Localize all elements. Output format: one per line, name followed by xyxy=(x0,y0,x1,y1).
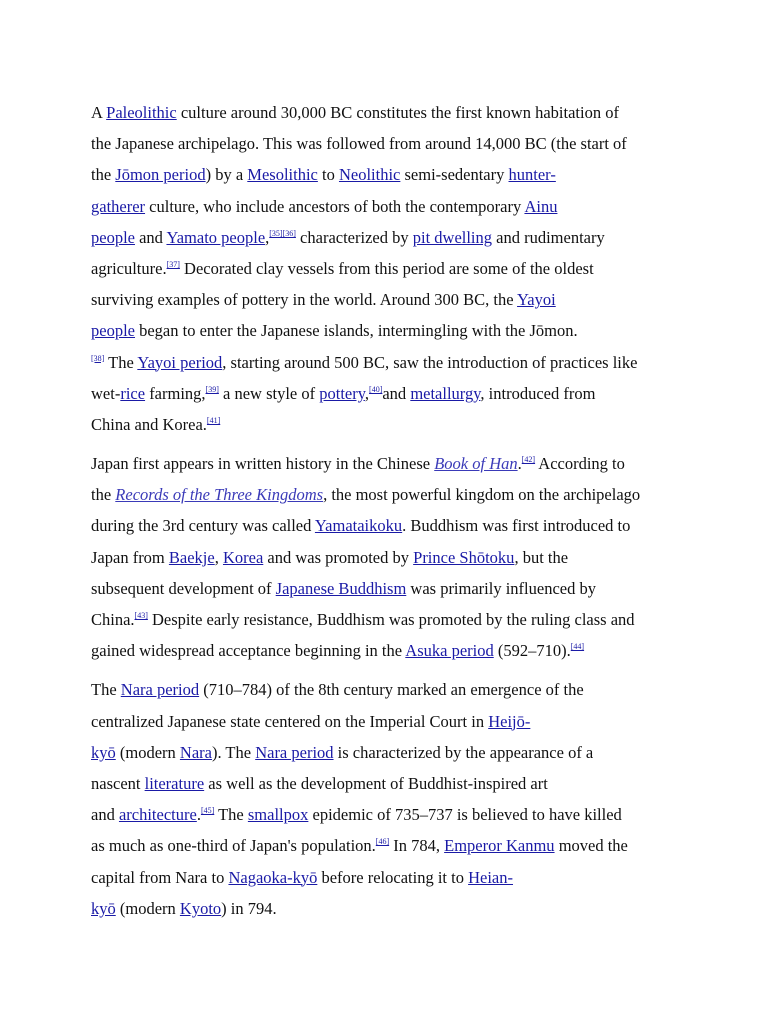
wiki-link[interactable]: Heijō- xyxy=(488,711,531,731)
text-line xyxy=(91,191,691,222)
text-line xyxy=(91,737,691,768)
body-text: agriculture. xyxy=(91,258,167,278)
text-line xyxy=(91,479,691,510)
wiki-link[interactable]: Heian- xyxy=(468,867,513,887)
text-line xyxy=(91,799,691,830)
wiki-link[interactable]: Korea xyxy=(222,547,264,567)
body-text: began to enter the Japanese islands, intermingling with the Jōmon. xyxy=(134,321,578,341)
article-body xyxy=(91,97,691,924)
wiki-link[interactable]: people xyxy=(91,227,135,247)
text-line xyxy=(91,409,691,440)
paragraph xyxy=(91,674,691,924)
citation-link[interactable]: [37] xyxy=(166,259,180,269)
body-text: is characterized by the appearance of a xyxy=(333,742,594,762)
body-text: , starting around 500 BC, saw the introduction of practices like xyxy=(222,352,638,372)
wiki-link[interactable]: people xyxy=(91,321,135,341)
body-text: (modern xyxy=(115,898,180,918)
text-line xyxy=(91,222,691,253)
body-text: moved the xyxy=(554,836,628,856)
paragraph xyxy=(91,97,691,440)
body-text: characterized by xyxy=(295,227,413,247)
citation-link[interactable]: [43] xyxy=(134,611,148,620)
wiki-link[interactable]: Book of Han xyxy=(434,454,518,474)
body-text: centralized Japanese state centered on the Imperial Court in xyxy=(91,711,489,731)
citation-link[interactable]: [41] xyxy=(206,415,221,425)
body-text: (710–784) of the 8th century marked an emergence of the xyxy=(199,680,584,700)
wiki-link[interactable]: smallpox xyxy=(247,805,309,825)
paragraph-gap xyxy=(91,666,691,674)
text-line xyxy=(91,862,691,893)
body-text: (592–710). xyxy=(493,641,571,661)
citation xyxy=(376,837,389,846)
citation-link[interactable]: [46] xyxy=(375,837,390,847)
body-text: wet- xyxy=(91,383,121,403)
body-text: , xyxy=(265,227,270,247)
citation xyxy=(201,806,214,815)
wiki-link[interactable]: Nagaoka-kyō xyxy=(228,867,318,887)
body-text: Japan first appears in written history in the Chinese xyxy=(91,454,435,474)
wiki-link[interactable]: Asuka period xyxy=(405,641,494,661)
body-text: The xyxy=(214,805,248,825)
citation-link[interactable]: [35][36] xyxy=(269,228,296,238)
body-text: before relocating it to xyxy=(317,867,469,887)
wiki-link[interactable]: Emperor Kanmu xyxy=(444,836,555,856)
body-text: , introduced from xyxy=(480,383,596,403)
text-line xyxy=(91,674,691,705)
citation xyxy=(269,229,296,238)
body-text: culture around 30,000 BC constitutes the first known habitation of xyxy=(176,103,619,122)
body-text: , but the xyxy=(514,547,569,567)
wiki-link[interactable]: literature xyxy=(144,773,205,793)
body-text: semi-sedentary xyxy=(400,165,509,185)
body-text: capital from Nara to xyxy=(91,867,229,887)
wiki-link[interactable]: architecture xyxy=(118,805,197,825)
body-text: ) in 794. xyxy=(221,898,277,918)
citation-link[interactable]: [44] xyxy=(570,642,585,652)
body-text: The xyxy=(91,680,121,700)
body-text: as well as the development of Buddhist-inspired art xyxy=(204,773,548,793)
body-text: a new style of xyxy=(218,383,320,403)
citation xyxy=(207,416,220,425)
wiki-link[interactable]: Yamataikoku xyxy=(314,516,403,536)
wiki-link[interactable]: Baekje xyxy=(168,547,215,567)
text-line xyxy=(91,604,691,635)
text-line xyxy=(91,97,691,128)
wiki-link[interactable]: hunter- xyxy=(508,165,556,185)
text-line xyxy=(91,128,691,159)
text-line xyxy=(91,573,691,604)
text-line xyxy=(91,159,691,190)
body-text: . xyxy=(517,454,522,474)
body-text: In 784, xyxy=(389,836,445,856)
text-line xyxy=(91,830,691,861)
citation xyxy=(167,260,180,269)
text-line xyxy=(91,448,691,479)
wiki-link[interactable]: kyō xyxy=(91,742,116,762)
text-line xyxy=(91,768,691,799)
body-text: the xyxy=(91,165,116,185)
body-text: The xyxy=(104,352,138,372)
citation-link[interactable]: [38] xyxy=(91,353,105,363)
body-text: Despite early resistance, Buddhism was promoted by the ruling class and xyxy=(147,610,635,629)
body-text: the xyxy=(91,485,116,505)
body-text: was primarily influenced by xyxy=(406,578,596,598)
body-text: and xyxy=(382,383,411,403)
paragraph xyxy=(91,448,691,666)
text-line xyxy=(91,378,691,409)
body-text: and xyxy=(134,227,167,247)
body-text: Japan from xyxy=(91,547,169,567)
wiki-link[interactable]: rice xyxy=(120,383,146,403)
wiki-link[interactable]: Jōmon period xyxy=(115,165,206,185)
citation xyxy=(369,385,382,394)
wiki-link[interactable]: Neolithic xyxy=(338,165,401,185)
text-line xyxy=(91,706,691,737)
text-line xyxy=(91,284,691,315)
citation-link[interactable]: [42] xyxy=(521,455,536,465)
text-line xyxy=(91,542,691,573)
citation-link[interactable]: [40] xyxy=(369,384,383,394)
body-text: A xyxy=(91,103,107,122)
wiki-link[interactable]: pit dwelling xyxy=(412,227,493,247)
text-line xyxy=(91,635,691,666)
wiki-link[interactable]: Records of the Three Kingdoms xyxy=(115,485,324,505)
wiki-link[interactable]: Kyoto xyxy=(179,898,222,918)
wiki-link[interactable]: Japanese Buddhism xyxy=(275,578,407,598)
body-text: gained widespread acceptance beginning in the xyxy=(91,641,406,661)
citation xyxy=(522,455,535,464)
citation-link[interactable]: [39] xyxy=(205,384,219,394)
wiki-link[interactable]: Yamato people xyxy=(166,227,266,247)
wiki-link[interactable]: Nara period xyxy=(120,680,200,700)
text-line xyxy=(91,893,691,924)
wiki-link[interactable]: gatherer xyxy=(91,196,146,216)
wiki-link[interactable]: Mesolithic xyxy=(247,165,318,185)
text-line xyxy=(91,510,691,541)
paragraph-gap xyxy=(91,440,691,448)
body-text: China and Korea. xyxy=(91,414,207,434)
body-text: Decorated clay vessels from this period are some of the oldest xyxy=(179,258,594,278)
body-text: (modern xyxy=(115,742,180,762)
wiki-link[interactable]: Prince Shōtoku xyxy=(413,547,515,567)
body-text: to xyxy=(317,165,339,185)
body-text: culture, who include ancestors of both the contemporary xyxy=(145,196,525,216)
citation xyxy=(206,385,219,394)
citation-link[interactable]: [45] xyxy=(200,806,215,816)
text-line xyxy=(91,253,691,284)
citation xyxy=(135,611,148,620)
wiki-link[interactable]: pottery xyxy=(319,383,365,403)
text-line xyxy=(91,347,691,378)
body-text: . Buddhism was first introduced to xyxy=(402,516,631,536)
body-text: , xyxy=(214,547,223,567)
body-text: farming, xyxy=(145,383,206,403)
body-text: as much as one-third of Japan's population. xyxy=(91,836,376,856)
body-text: and was promoted by xyxy=(263,547,414,567)
body-text: surviving examples of pottery in the world. Around 300 BC, the xyxy=(91,290,518,310)
body-text: during the 3rd century was called xyxy=(91,516,315,536)
body-text: China. xyxy=(91,610,135,629)
body-text: , the most powerful kingdom on the archipelago xyxy=(323,485,641,505)
body-text: nascent xyxy=(91,773,145,793)
wiki-link[interactable]: Yayoi xyxy=(517,290,556,310)
wiki-link[interactable]: Ainu xyxy=(524,196,558,216)
wiki-link[interactable]: Paleolithic xyxy=(106,103,177,122)
body-text: epidemic of 735–737 is believed to have killed xyxy=(308,805,622,825)
body-text: According to xyxy=(535,454,625,474)
citation xyxy=(91,354,104,363)
text-line xyxy=(91,315,691,346)
wiki-link[interactable]: Nara period xyxy=(255,742,334,762)
body-text: ) by a xyxy=(205,165,248,185)
body-text: ). The xyxy=(211,742,256,762)
body-text: subsequent development of xyxy=(91,578,276,598)
wiki-link[interactable]: Nara xyxy=(179,742,212,762)
wiki-link[interactable]: metallurgy xyxy=(410,383,481,403)
wiki-link[interactable]: kyō xyxy=(91,898,116,918)
wiki-link[interactable]: Yayoi period xyxy=(137,352,223,372)
body-text: , xyxy=(364,383,370,403)
body-text: and xyxy=(91,805,119,825)
body-text: the Japanese archipelago. This was followed from around 14,000 BC (the start of xyxy=(91,134,627,154)
body-text: and rudimentary xyxy=(492,227,605,247)
citation xyxy=(571,642,584,651)
body-text: . xyxy=(196,805,201,825)
